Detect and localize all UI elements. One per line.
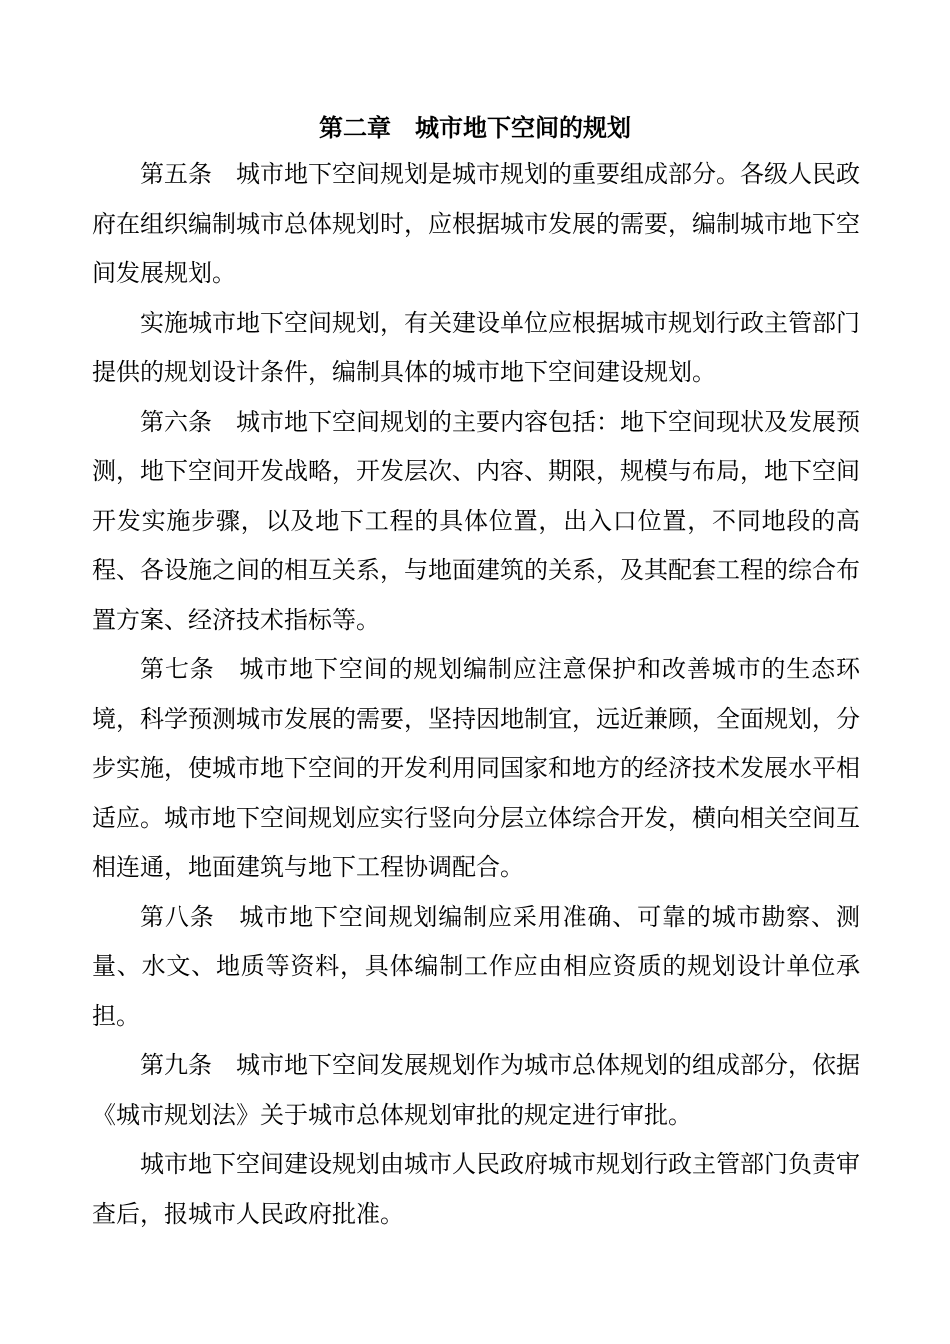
document-body	[92, 150, 860, 1239]
paragraph-article-6: 第六条 城市地下空间规划的主要内容包括：地下空间现状及发展预测，地下空间开发战略，开发层次、内容、期限，规模与布局，地下空间开发实施步骤，以及地下工程的具体位置，出入口位置，不同地段的高程、各设施之间的相互关系，与地面建筑的关系，及其配套工程的综合布置方案、经济技术指标等。	[92, 407, 860, 634]
paragraph-article-9-cont: 城市地下空间建设规划由城市人民政府城市规划行政主管部门负责审查后，报城市人民政府批准。	[92, 1150, 860, 1228]
paragraph-article-5-cont: 实施城市地下空间规划，有关建设单位应根据城市规划行政主管部门提供的规划设计条件，编制具体的城市地下空间建设规划。	[92, 308, 860, 386]
chapter-title: 第二章 城市地下空间的规划	[319, 113, 631, 142]
paragraph-article-5: 第五条 城市地下空间规划是城市规划的重要组成部分。各级人民政府在组织编制城市总体规划时，应根据城市发展的需要，编制城市地下空间发展规划。	[92, 160, 860, 287]
paragraph-article-7: 第七条 城市地下空间的规划编制应注意保护和改善城市的生态环境，科学预测城市发展的需要，坚持因地制宜，远近兼顾，全面规划，分步实施，使城市地下空间的开发利用同国家和地方的经济技术发展水平相适应。城市地下空间规划应实行竖向分层立体综合开发，横向相关空间互相连通，地面建筑与地下工程协调配合。	[92, 655, 860, 881]
paragraph-article-8: 第八条 城市地下空间规划编制应采用准确、可靠的城市勘察、测量、水文、地质等资料，具体编制工作应由相应资质的规划设计单位承担。	[92, 902, 860, 1030]
paragraph-article-9: 第九条 城市地下空间发展规划作为城市总体规划的组成部分，依据《城市规划法》关于城市总体规划审批的规定进行审批。	[92, 1051, 860, 1129]
